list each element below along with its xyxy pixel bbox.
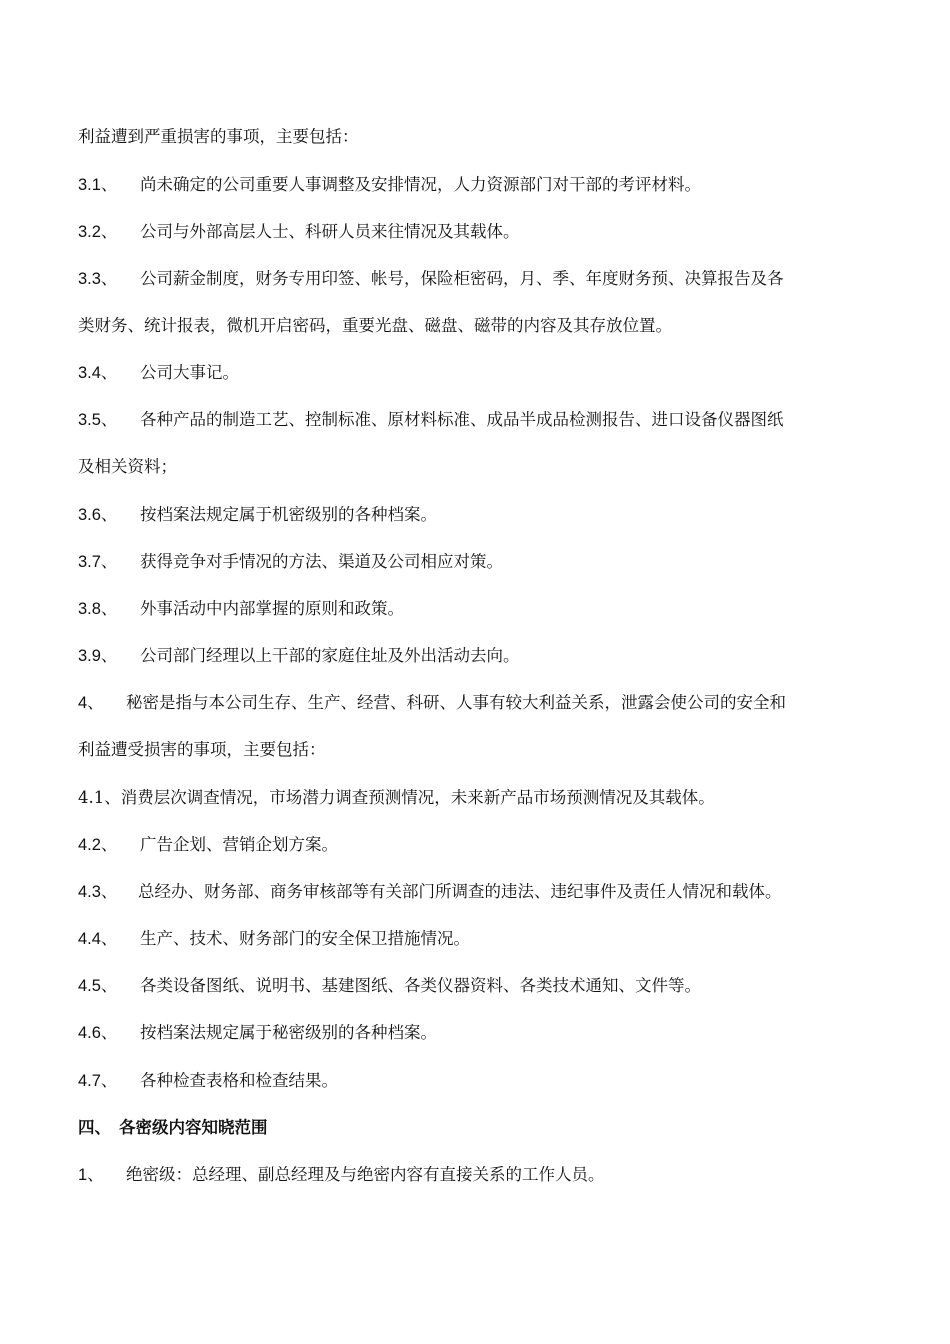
- list-item-4-6: [78, 1021, 878, 1045]
- list-item-4-4: [78, 927, 878, 951]
- list-item-3-6: [78, 503, 878, 527]
- list-item-3-7: [78, 550, 878, 574]
- list-item-4-5: [78, 974, 878, 998]
- item-number: 4.6、: [78, 1024, 118, 1042]
- item-number: 3.1、: [78, 176, 118, 194]
- item-text: 广告企划、营销企划方案。: [140, 835, 338, 854]
- item-text: 总经办、财务部、商务审核部等有关部门所调查的违法、违纪事件及责任人情况和载体。: [138, 882, 782, 901]
- list-item-1: [78, 1163, 878, 1187]
- paragraph-continuation: [78, 125, 878, 149]
- item-number: 1、: [78, 1166, 104, 1184]
- item-number: 4.3、: [78, 883, 118, 901]
- list-item-4-continuation: [78, 738, 878, 762]
- list-item-3-4: [78, 361, 878, 385]
- item-text: 生产、技术、财务部门的安全保卫措施情况。: [140, 929, 470, 948]
- list-item-4: [78, 691, 878, 715]
- list-item-4-3: [78, 880, 878, 904]
- item-text: 各种产品的制造工艺、控制标准、原材料标准、成品半成品检测报告、进口设备仪器图纸: [140, 410, 784, 429]
- line-text: 利益遭到严重损害的事项，主要包括：: [78, 127, 359, 146]
- item-text: 公司与外部高层人士、科研人员来往情况及其载体。: [140, 222, 520, 241]
- item-text: 按档案法规定属于秘密级别的各种档案。: [140, 1023, 437, 1042]
- item-number: 3.8、: [78, 600, 118, 618]
- list-item-3-3: [78, 267, 878, 291]
- item-number: 4.7、: [78, 1072, 118, 1090]
- item-text: 公司部门经理以上干部的家庭住址及外出活动去向。: [140, 646, 520, 665]
- list-item-4-2: [78, 833, 878, 857]
- item-number: 4.1、: [78, 788, 121, 807]
- item-number: 3.6、: [78, 506, 118, 524]
- item-text: 按档案法规定属于机密级别的各种档案。: [140, 505, 437, 524]
- item-number: 3.9、: [78, 647, 118, 665]
- item-text: 公司大事记。: [140, 363, 239, 382]
- item-text: 消费层次调查情况，市场潜力调查预测情况，未来新产品市场预测情况及其载体。: [120, 788, 715, 807]
- item-text: 各类设备图纸、说明书、基建图纸、各类仪器资料、各类技术通知、文件等。: [140, 976, 701, 995]
- list-item-4-7: [78, 1069, 878, 1093]
- section-title: 各密级内容知晓范围: [119, 1118, 268, 1137]
- section-number: 四、: [78, 1119, 111, 1137]
- item-text: 获得竞争对手情况的方法、渠道及公司相应对策。: [140, 552, 503, 571]
- item-text: 尚未确定的公司重要人事调整及安排情况，人力资源部门对干部的考评材料。: [140, 175, 701, 194]
- list-item-3-5-continuation: [78, 455, 878, 479]
- item-number: 3.5、: [78, 411, 118, 429]
- item-number: 4.4、: [78, 930, 118, 948]
- item-number: 3.4、: [78, 364, 118, 382]
- item-number: 3.2、: [78, 223, 118, 241]
- list-item-4-1: [78, 786, 878, 810]
- item-number: 4、: [78, 694, 104, 712]
- list-item-3-5: [78, 408, 878, 432]
- list-item-3-2: [78, 220, 878, 244]
- item-text: 及相关资料；: [78, 457, 177, 476]
- list-item-3-1: [78, 173, 878, 197]
- item-text: 类财务、统计报表，微机开启密码，重要光盘、磁盘、磁带的内容及其存放位置。: [78, 316, 672, 335]
- item-text: 利益遭受损害的事项，主要包括：: [78, 740, 326, 759]
- item-text: 外事活动中内部掌握的原则和政策。: [140, 599, 404, 618]
- item-text: 绝密级：总经理、副总经理及与绝密内容有直接关系的工作人员。: [126, 1165, 605, 1184]
- item-number: 4.5、: [78, 977, 118, 995]
- list-item-3-3-continuation: [78, 314, 878, 338]
- item-number: 3.3、: [78, 270, 118, 288]
- item-number: 3.7、: [78, 553, 118, 571]
- item-number: 4.2、: [78, 836, 118, 854]
- item-text: 秘密是指与本公司生存、生产、经营、科研、人事有较大利益关系，泄露会使公司的安全和: [126, 693, 786, 712]
- item-text: 公司薪金制度，财务专用印签、帐号，保险柜密码，月、季、年度财务预、决算报告及各: [140, 269, 784, 288]
- item-text: 各种检查表格和检查结果。: [140, 1071, 338, 1090]
- list-item-3-9: [78, 644, 878, 668]
- list-item-3-8: [78, 597, 878, 621]
- section-heading: [78, 1116, 878, 1140]
